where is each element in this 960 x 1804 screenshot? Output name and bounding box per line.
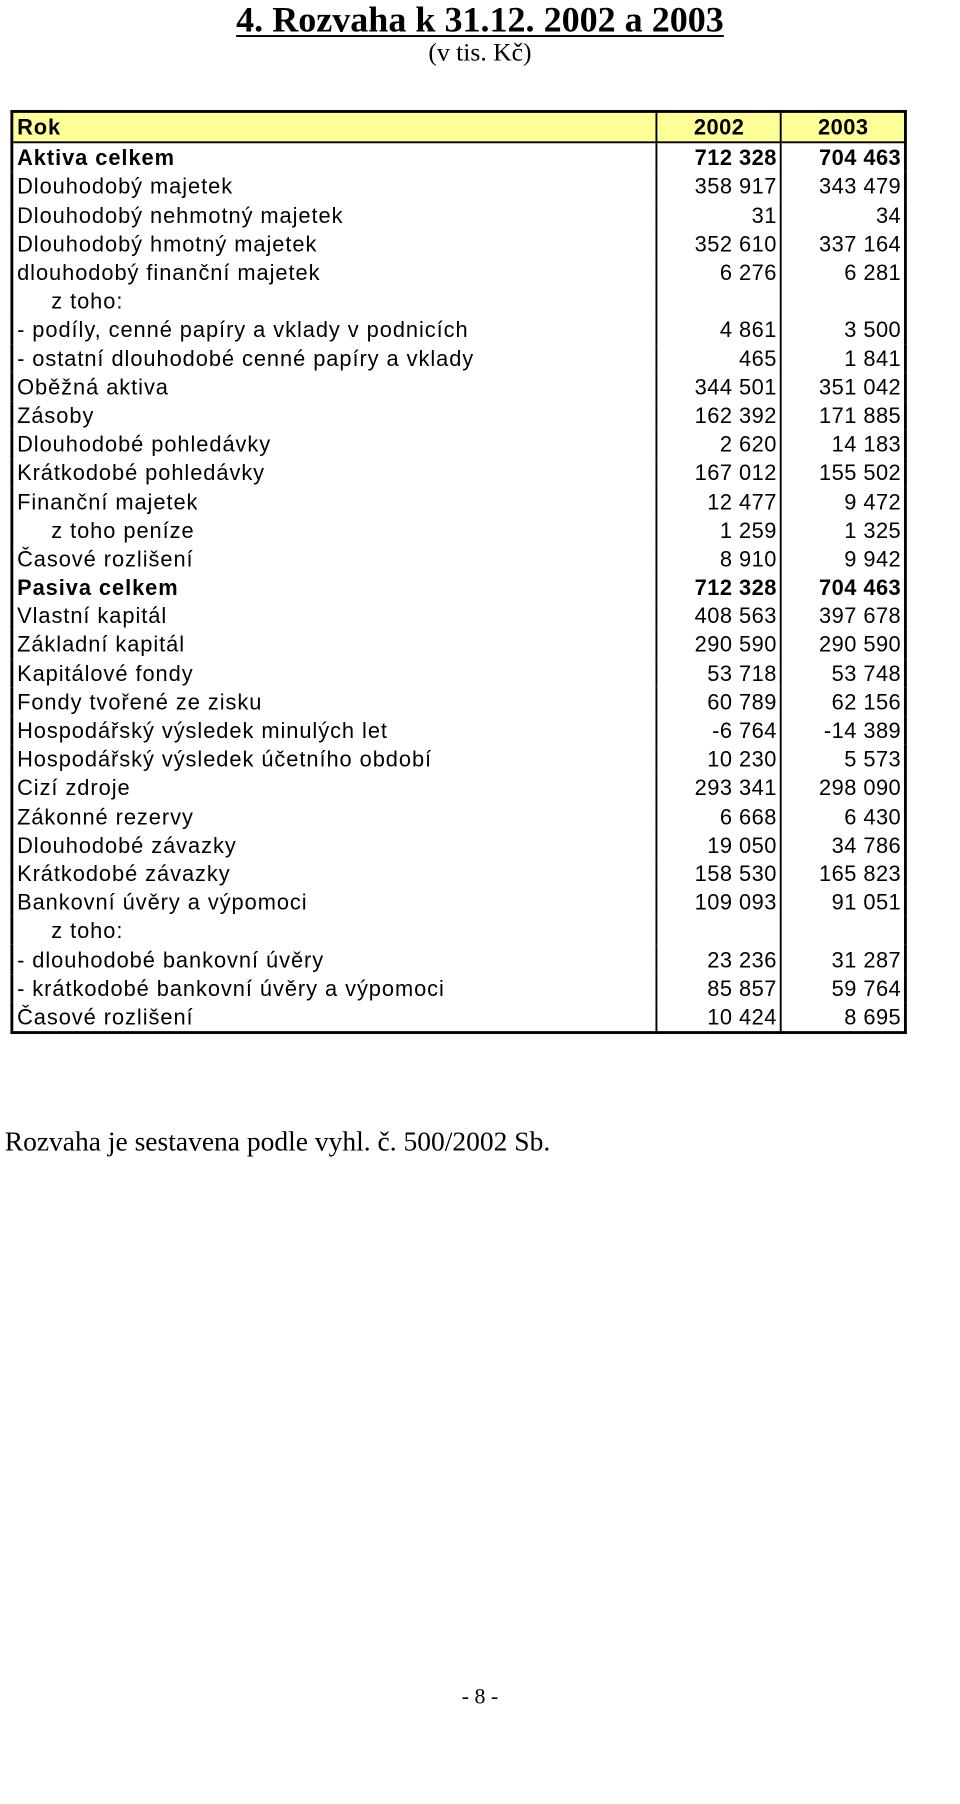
- table-row: [12, 458, 906, 487]
- table-row: [12, 630, 906, 659]
- row-label: Časové rozlišení: [12, 1002, 657, 1032]
- row-value-2002: 109 093: [657, 888, 781, 917]
- row-value-2002: -6 764: [657, 716, 781, 745]
- row-value-2003: 34 786: [781, 831, 906, 860]
- row-value-2003: 397 678: [781, 602, 906, 631]
- table-row: [12, 401, 906, 430]
- row-value-2002: 408 563: [657, 602, 781, 631]
- table-row: [12, 802, 906, 831]
- table-row: [12, 888, 906, 917]
- row-label: Dlouhodobý nehmotný majetek: [12, 201, 657, 230]
- table-header-row: [12, 111, 906, 142]
- balance-sheet-table: [10, 110, 906, 1034]
- row-value-2003: [781, 917, 906, 946]
- table-row: [12, 229, 906, 258]
- table-row: [12, 859, 906, 888]
- row-value-2003: 8 695: [781, 1002, 906, 1032]
- row-value-2003: 351 042: [781, 373, 906, 402]
- row-value-2003: 6 430: [781, 802, 906, 831]
- row-value-2002: [657, 287, 781, 316]
- row-value-2003: 1 841: [781, 344, 906, 373]
- row-value-2003: 343 479: [781, 172, 906, 201]
- table-row: [12, 430, 906, 459]
- table-row: [12, 602, 906, 631]
- row-value-2003: 3 500: [781, 315, 906, 344]
- row-value-2002: 19 050: [657, 831, 781, 860]
- table-row: [12, 687, 906, 716]
- row-value-2003: 290 590: [781, 630, 906, 659]
- row-label: - podíly, cenné papíry a vklady v podnicích: [12, 315, 657, 344]
- table-row: [12, 544, 906, 573]
- page-number: - 8 -: [461, 1684, 499, 1709]
- row-value-2003: 62 156: [781, 687, 906, 716]
- footnote: Rozvaha je sestavena podle vyhl. č. 500/2002 Sb.: [4, 1126, 551, 1158]
- table-row: [12, 745, 906, 774]
- table-row: [12, 516, 906, 545]
- row-label: Dlouhodobé pohledávky: [12, 430, 657, 459]
- row-value-2002: [657, 917, 781, 946]
- row-value-2002: 2 620: [657, 430, 781, 459]
- table-row: [12, 287, 906, 316]
- row-label: Fondy tvořené ze zisku: [12, 687, 657, 716]
- row-value-2002: 10 424: [657, 1002, 781, 1032]
- row-value-2002: 10 230: [657, 745, 781, 774]
- page-subtitle: (v tis. Kč): [428, 37, 532, 67]
- row-value-2003: 53 748: [781, 659, 906, 688]
- table-row: [12, 917, 906, 946]
- row-label: - dlouhodobé bankovní úvěry: [12, 945, 657, 974]
- table-row: [12, 945, 906, 974]
- table-row: [12, 659, 906, 688]
- row-label: Cizí zdroje: [12, 773, 657, 802]
- row-value-2002: 352 610: [657, 229, 781, 258]
- row-label: Hospodářský výsledek minulých let: [12, 716, 657, 745]
- row-value-2002: 358 917: [657, 172, 781, 201]
- row-value-2002: 60 789: [657, 687, 781, 716]
- row-value-2003: 165 823: [781, 859, 906, 888]
- row-value-2003: 337 164: [781, 229, 906, 258]
- row-value-2002: 712 328: [657, 573, 781, 602]
- row-value-2003: 704 463: [781, 142, 906, 172]
- row-label: Časové rozlišení: [12, 544, 657, 573]
- row-value-2002: 6 276: [657, 258, 781, 287]
- table-row: [12, 258, 906, 287]
- row-label: Kapitálové fondy: [12, 659, 657, 688]
- row-value-2002: 12 477: [657, 487, 781, 516]
- row-value-2002: 23 236: [657, 945, 781, 974]
- row-label: z toho:: [12, 917, 657, 946]
- row-value-2003: 31 287: [781, 945, 906, 974]
- row-value-2003: 91 051: [781, 888, 906, 917]
- row-value-2003: 59 764: [781, 974, 906, 1003]
- row-label: Dlouhodobý majetek: [12, 172, 657, 201]
- row-label: Dlouhodobé závazky: [12, 831, 657, 860]
- row-value-2002: 31: [657, 201, 781, 230]
- row-value-2002: 4 861: [657, 315, 781, 344]
- row-label: Vlastní kapitál: [12, 602, 657, 631]
- row-value-2002: 167 012: [657, 458, 781, 487]
- table-row: [12, 142, 906, 172]
- header-label: Rok: [12, 111, 657, 142]
- table-row: [12, 974, 906, 1003]
- table-row: [12, 172, 906, 201]
- row-label: Hospodářský výsledek účetního období: [12, 745, 657, 774]
- row-label: Oběžná aktiva: [12, 373, 657, 402]
- row-value-2003: 14 183: [781, 430, 906, 459]
- row-label: Finanční majetek: [12, 487, 657, 516]
- header-year-2003: 2003: [781, 111, 906, 142]
- table-row: [12, 1002, 906, 1032]
- row-value-2003: 155 502: [781, 458, 906, 487]
- row-value-2003: 704 463: [781, 573, 906, 602]
- row-value-2002: 344 501: [657, 373, 781, 402]
- table-row: [12, 573, 906, 602]
- header-year-2002: 2002: [657, 111, 781, 142]
- row-value-2003: 6 281: [781, 258, 906, 287]
- row-value-2002: 6 668: [657, 802, 781, 831]
- row-value-2002: 293 341: [657, 773, 781, 802]
- row-label: Aktiva celkem: [12, 142, 657, 172]
- table-row: [12, 373, 906, 402]
- row-label: z toho:: [12, 287, 657, 316]
- row-value-2003: 298 090: [781, 773, 906, 802]
- row-label: Krátkodobé závazky: [12, 859, 657, 888]
- table-row: [12, 773, 906, 802]
- table-row: [12, 344, 906, 373]
- row-value-2003: 9 942: [781, 544, 906, 573]
- row-value-2003: 9 472: [781, 487, 906, 516]
- row-value-2003: 1 325: [781, 516, 906, 545]
- table-row: [12, 831, 906, 860]
- row-value-2002: 8 910: [657, 544, 781, 573]
- row-value-2002: 53 718: [657, 659, 781, 688]
- table-row: [12, 716, 906, 745]
- table-row: [12, 201, 906, 230]
- row-value-2002: 290 590: [657, 630, 781, 659]
- row-value-2002: 158 530: [657, 859, 781, 888]
- table-row: [12, 315, 906, 344]
- row-value-2002: 162 392: [657, 401, 781, 430]
- row-value-2003: 34: [781, 201, 906, 230]
- row-label: Zákonné rezervy: [12, 802, 657, 831]
- row-value-2002: 712 328: [657, 142, 781, 172]
- row-label: - ostatní dlouhodobé cenné papíry a vklady: [12, 344, 657, 373]
- row-value-2002: 85 857: [657, 974, 781, 1003]
- row-label: z toho peníze: [12, 516, 657, 545]
- row-value-2003: 5 573: [781, 745, 906, 774]
- row-label: Bankovní úvěry a výpomoci: [12, 888, 657, 917]
- page-title-text: 4. Rozvaha k 31.12. 2002 a 2003: [236, 0, 724, 40]
- page-title: [0, 0, 960, 40]
- row-label: - krátkodobé bankovní úvěry a výpomoci: [12, 974, 657, 1003]
- row-label: Krátkodobé pohledávky: [12, 458, 657, 487]
- row-label: dlouhodobý finanční majetek: [12, 258, 657, 287]
- row-value-2002: 465: [657, 344, 781, 373]
- row-value-2003: -14 389: [781, 716, 906, 745]
- table-row: [12, 487, 906, 516]
- row-label: Zásoby: [12, 401, 657, 430]
- row-label: Pasiva celkem: [12, 573, 657, 602]
- row-value-2002: 1 259: [657, 516, 781, 545]
- row-label: Dlouhodobý hmotný majetek: [12, 229, 657, 258]
- row-value-2003: 171 885: [781, 401, 906, 430]
- row-value-2003: [781, 287, 906, 316]
- row-label: Základní kapitál: [12, 630, 657, 659]
